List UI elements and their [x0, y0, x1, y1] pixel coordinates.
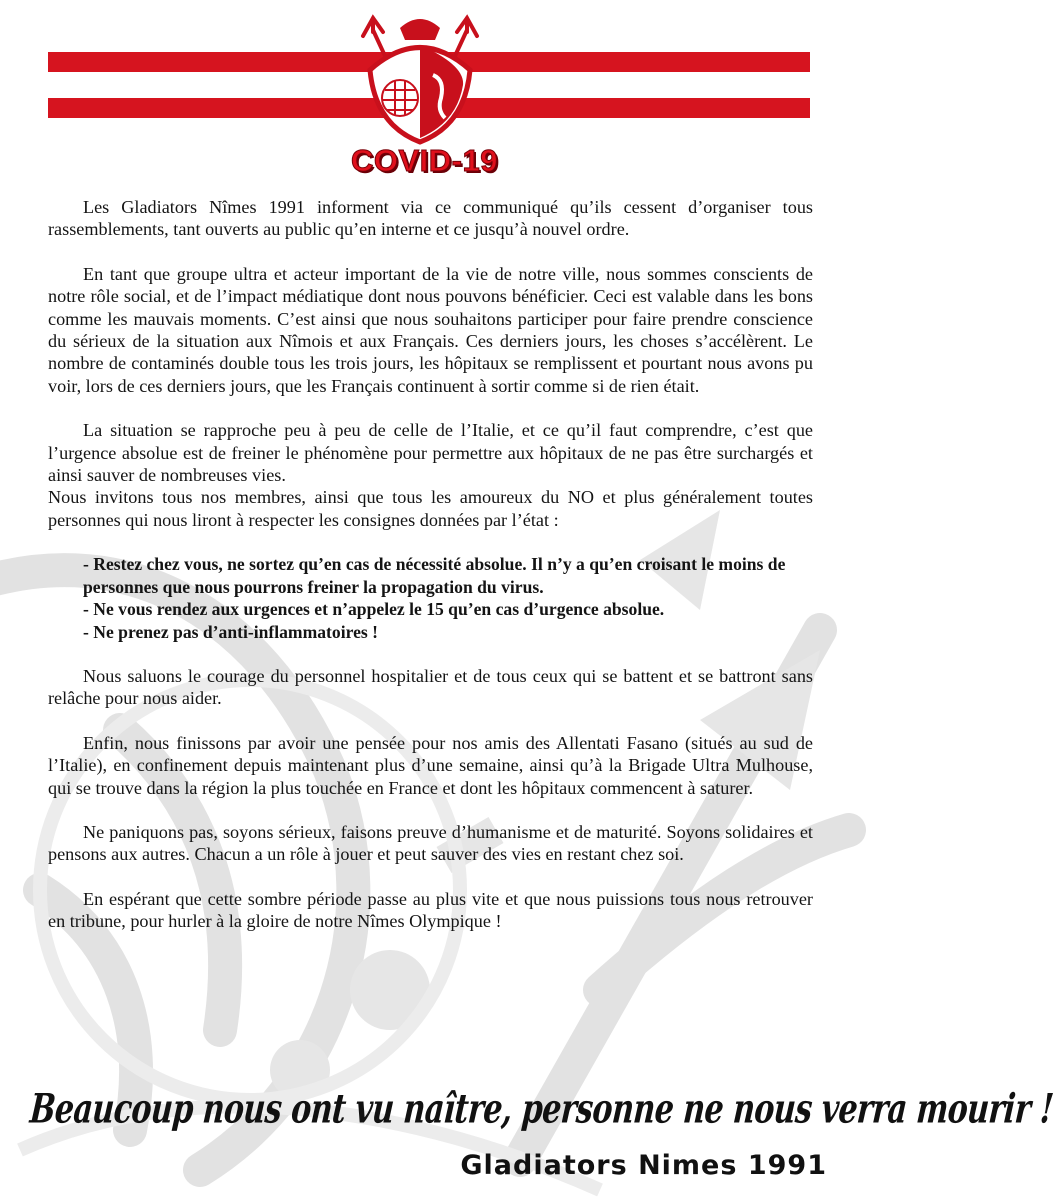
paragraph-invitation: Nous invitons tous nos membres, ainsi que tous les amoureux du NO et plus généralement toutes personnes qui nous liront à respecter les consignes données par l’état : [48, 487, 813, 530]
signature: Gladiators Nimes 1991 [460, 1150, 827, 1181]
paragraph-role: En tant que groupe ultra et acteur important de la vie de notre ville, nous sommes conscients de notre rôle social, et de l’impact médiatique dont nous pouvons bénéficier. Ceci est valable dans les bons comme les mauvais moments. C’est ainsi que nous souhaitons participer pour faire prendre conscience du sérieux de la situation aux Nîmois et aux Français. Ces derniers jours, les choses s’accélèrent. Le nombre de contaminés double tous les trois jours, les hôpitaux se remplissent et pourtant nous avons pu voir, lors de ces derniers jours, que les Français continuent à sortir comme si de rien était. [48, 263, 813, 396]
paragraph-closing: En espérant que cette sombre période passe au plus vite et que nous puissions tous nous retrouver en tribune, pour hurler à la gloire de notre Nîmes Olympique ! [48, 888, 813, 932]
communique-body [48, 196, 813, 933]
paragraph-italy: La situation se rapproche peu à peu de celle de l’Italie, et ce qu’il faut comprendre, c’est que l’urgence absolue est de freiner le phénomène pour permettre aux hôpitaux de ne pas être surchargés et ainsi sauver de nombreuses vies. [48, 420, 813, 486]
slogan: Beaucoup nous ont vu naître, personne ne nous verra mourir ! [28, 1086, 1055, 1134]
header-banner [0, 0, 849, 145]
covid-heading: COVID-19 [351, 143, 498, 178]
instruction-item: - Restez chez vous, ne sortez qu’en cas de nécessité absolue. Il n’y a qu’en croisant le moins de personnes que nous pourrons freiner la propagation du virus. [83, 554, 786, 597]
instructions-list [48, 553, 813, 643]
instruction-item: - Ne prenez pas d’anti-inflammatoires ! [83, 621, 378, 642]
emblem-icon [345, 10, 495, 150]
paragraph-intro: Les Gladiators Nîmes 1991 informent via ce communiqué qu’ils cessent d’organiser tous rassemblements, tant ouverts au public qu’en interne et ce jusqu’à nouvel ordre. [48, 197, 813, 240]
paragraph-calm: Ne paniquons pas, soyons sérieux, faisons preuve d’humanisme et de maturité. Soyons solidaires et pensons aux autres. Chacun a un rôle à jouer et peut sauver des vies en restant chez soi. [48, 821, 813, 865]
paragraph-friends: Enfin, nous finissons par avoir une pensée pour nos amis des Allentati Fasano (situés au sud de l’Italie), en confinement depuis maintenant plus d’une semaine, ainsi qu’à la Brigade Ultra Mulhouse, qui se trouve dans la région la plus touchée en France et dont les hôpitaux commencent à saturer. [48, 732, 813, 798]
instruction-item: - Ne vous rendez aux urgences et n’appelez le 15 qu’en cas d’urgence absolue. [83, 599, 665, 620]
paragraph-thanks: Nous saluons le courage du personnel hospitalier et de tous ceux qui se battent et se battront sans relâche pour nous aider. [48, 665, 813, 709]
